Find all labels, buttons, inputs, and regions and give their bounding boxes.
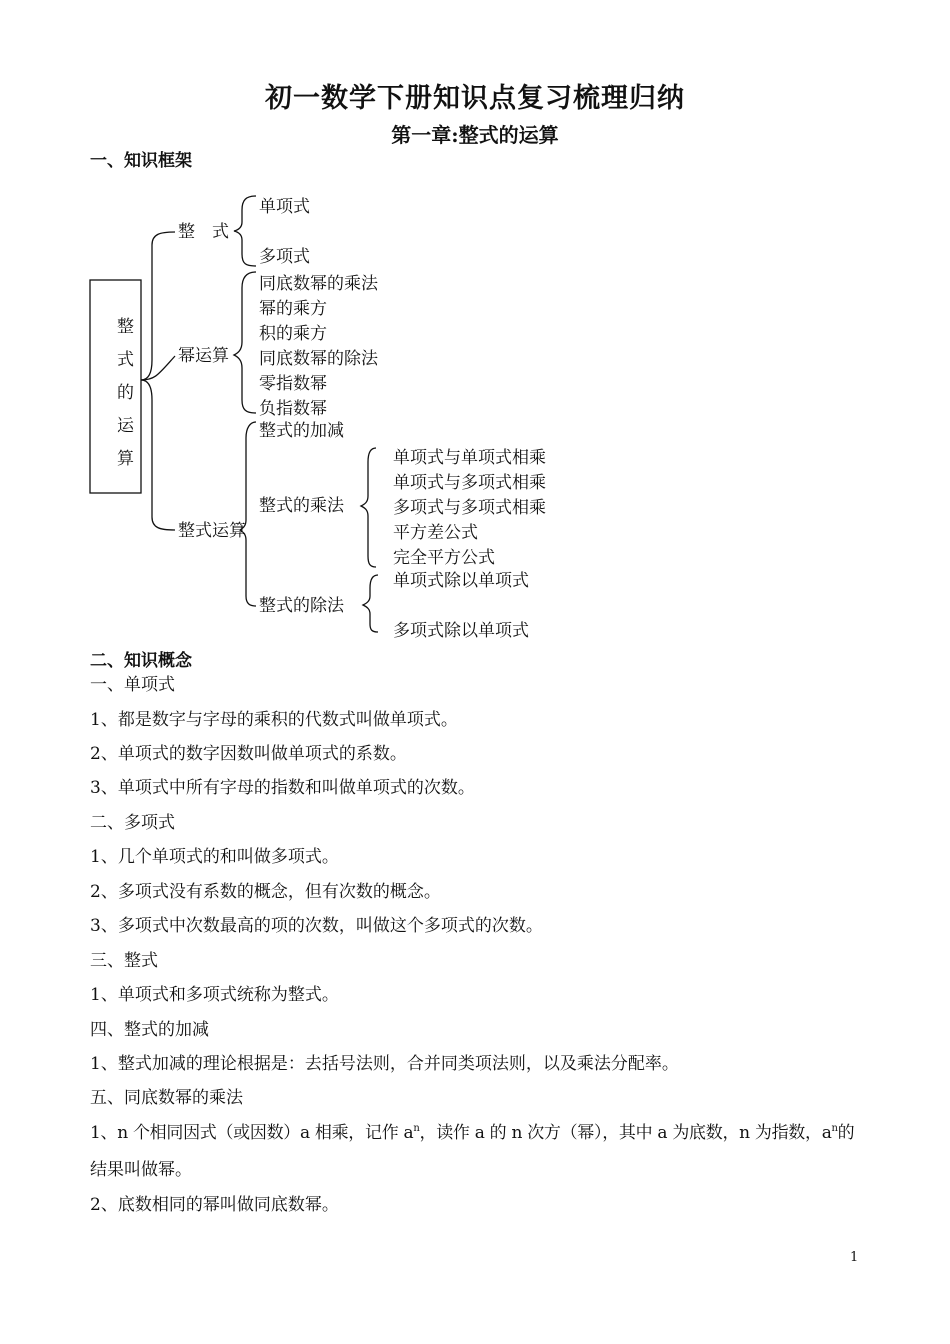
mi-item: 同底数幂的除法 (259, 349, 378, 369)
root-brace-lower (141, 380, 175, 530)
power-definition-cont: 结果叫做幂。 (90, 1160, 192, 1180)
mi-item: 零指数幂 (259, 374, 327, 394)
chapter-title: 第一章:整式的运算 (391, 123, 559, 147)
concept-line: 二、多项式 (90, 813, 175, 833)
branch-zhengshi: 整 式 (178, 222, 229, 242)
jiajian-label: 整式的加减 (259, 421, 344, 441)
concept-line: 2、多项式没有系数的概念，但有次数的概念。 (90, 882, 441, 902)
brace-chufa (363, 575, 378, 632)
brace-chengfa (361, 448, 376, 567)
concept-line: 1、几个单项式的和叫做多项式。 (90, 847, 339, 867)
chengfa-item: 多项式与多项式相乘 (393, 498, 546, 518)
branch-mi: 幂运算 (178, 346, 229, 366)
mi-item: 同底数幂的乘法 (259, 274, 378, 294)
chengfa-item: 单项式与单项式相乘 (393, 448, 546, 468)
section-heading-concepts: 二、知识概念 (90, 651, 192, 671)
mi-item: 积的乘方 (259, 324, 327, 344)
concept-line: 3、多项式中次数最高的项的次数，叫做这个多项式的次数。 (90, 916, 543, 936)
concept-line: 五、同底数幂的乘法 (90, 1088, 243, 1108)
concept-line: 三、整式 (90, 951, 158, 971)
chengfa-items (393, 446, 546, 571)
branch-yunsuan: 整式运算 (178, 521, 246, 541)
zhengshi-item: 多项式 (259, 247, 310, 267)
concept-line: 四、整式的加减 (90, 1020, 209, 1040)
chufa-item: 单项式除以单项式 (393, 571, 529, 591)
concept-line: 2、单项式的数字因数叫做单项式的系数。 (90, 744, 407, 764)
concept-line: 1、都是数字与字母的乘积的代数式叫做单项式。 (90, 710, 458, 730)
chengfa-item: 单项式与多项式相乘 (393, 473, 546, 493)
concept-line: 3、单项式中所有字母的指数和叫做单项式的次数。 (90, 778, 475, 798)
mi-item: 负指数幂 (259, 399, 327, 419)
section-heading-framework: 一、知识框架 (90, 151, 192, 171)
concept-line: 1、整式加减的理论根据是：去括号法则，合并同类项法则，以及乘法分配率。 (90, 1054, 679, 1074)
chufa-item: 多项式除以单项式 (393, 621, 529, 641)
brace-mi (234, 272, 256, 413)
chengfa-item: 平方差公式 (393, 523, 478, 543)
brace-yunsuan (240, 422, 256, 606)
concept-line: 1、单项式和多项式统称为整式。 (90, 985, 339, 1005)
root-brace-middle (141, 356, 175, 380)
mi-item: 幂的乘方 (259, 299, 327, 319)
brace-zhengshi (234, 196, 256, 266)
mi-items (259, 272, 378, 422)
chengfa-label: 整式的乘法 (259, 496, 344, 516)
concept-line: 一、单项式 (90, 675, 175, 695)
page-number: 1 (850, 1250, 859, 1265)
document-title: 初一数学下册知识点复习梳理归纳 (265, 83, 685, 114)
concept-line: 2、底数相同的幂叫做同底数幂。 (90, 1195, 339, 1215)
root-brace-upper (141, 232, 175, 380)
chengfa-item: 完全平方公式 (393, 548, 495, 568)
chufa-label: 整式的除法 (259, 596, 344, 616)
root-label: 整 式 的 运 算 (117, 317, 134, 469)
power-definition-line: 1、n 个相同因式（或因数）a 相乘，记作 $a^n$，读作 a 的 n 次方（幂），其中 a 为底数，n 为指数，$a^n$的 (90, 1123, 855, 1143)
zhengshi-item: 单项式 (259, 197, 310, 217)
